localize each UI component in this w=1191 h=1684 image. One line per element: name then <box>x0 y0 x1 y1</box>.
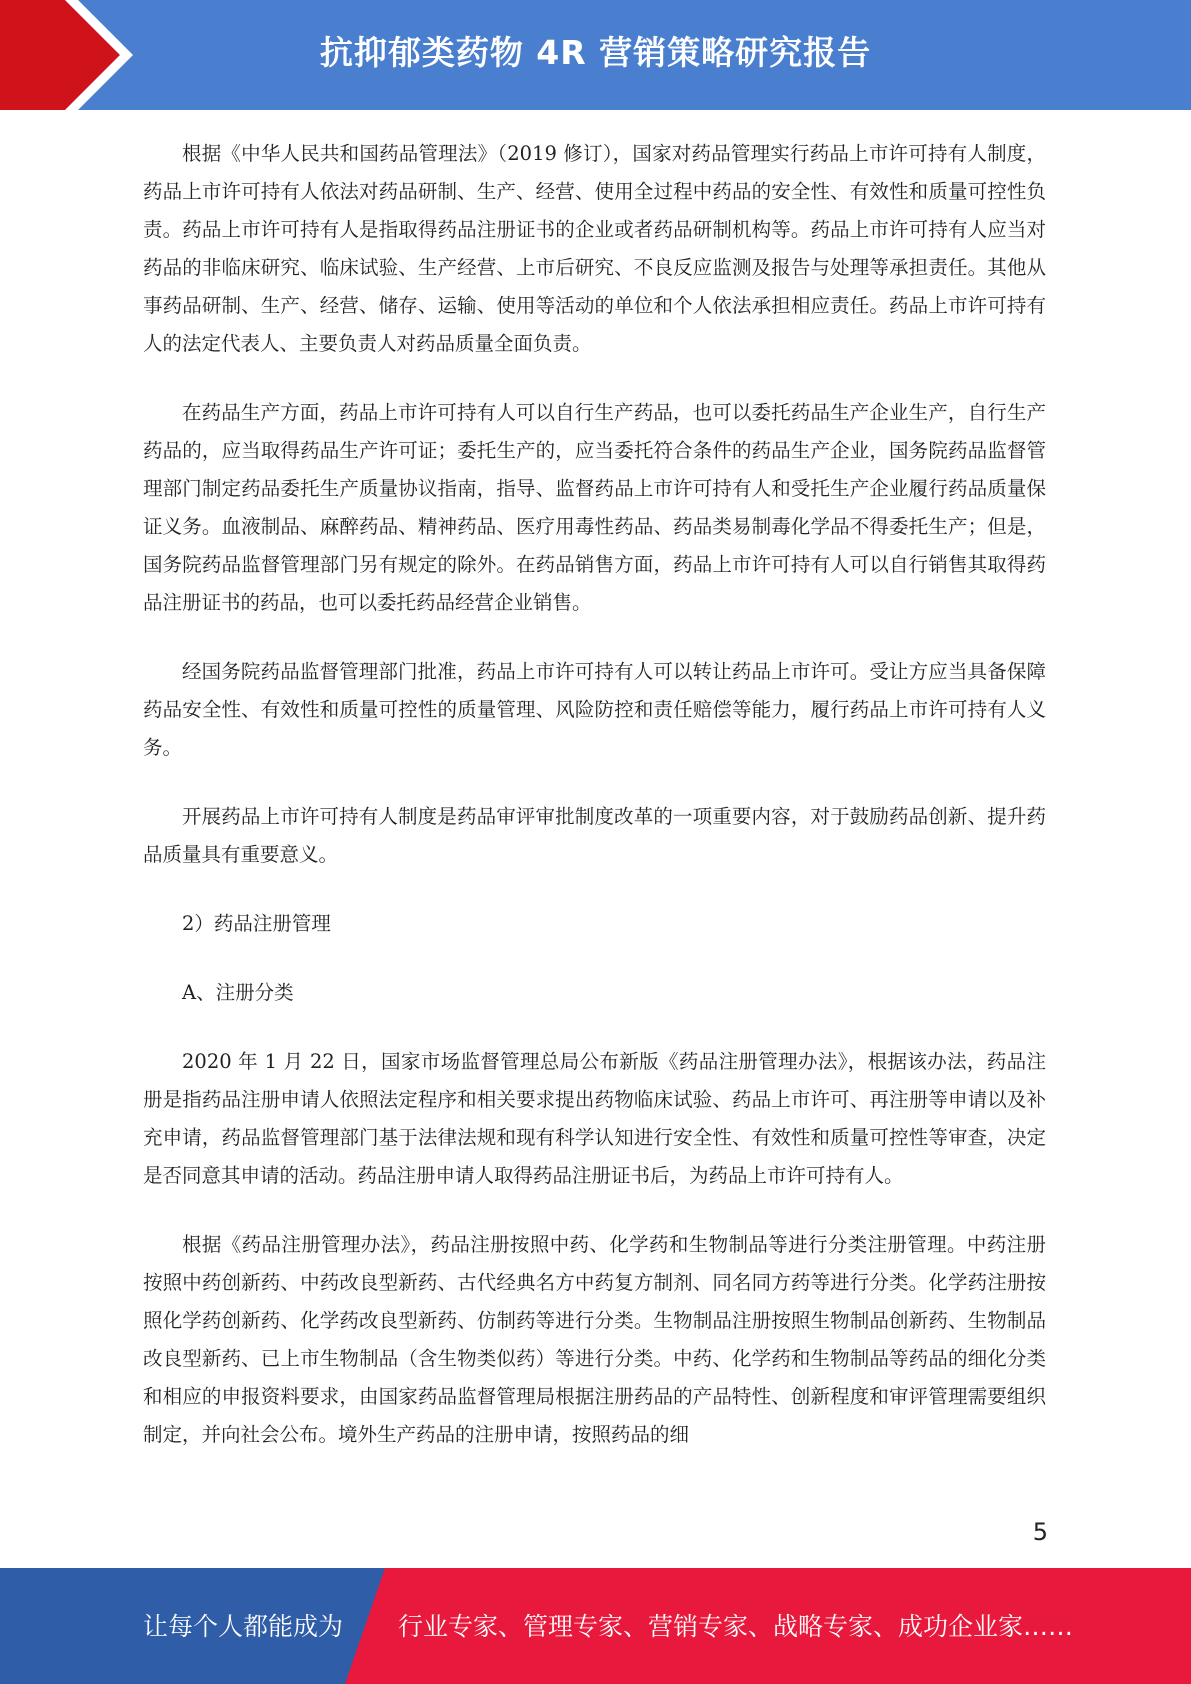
report-title: 抗抑郁类药物 4R 营销策略研究报告 <box>319 33 872 72</box>
paragraph-registration-classification: 根据《药品注册管理办法》，药品注册按照中药、化学药和生物制品等进行分类注册管理。中药注册按照中药创新药、中药改良型新药、古代经典名方中药复方制剂、同名同方药等进行分类。化学药注册按照化学药创新药、化学药改良型新药、仿制药等进行分类。生物制品注册按照生物制品创新药、生物制品改良型新药、已上市生物制品（含生物类似药）等进行分类。中药、化学药和生物制品等药品的细化分类和相应的申报资料要求，由国家药品监督管理局根据注册药品的产品特性、创新程度和审评管理需要组织制定，并向社会公布。境外生产药品的注册申请，按照药品的细 <box>143 1233 1046 1446</box>
paragraph-transfer: 经国务院药品监督管理部门批准，药品上市许可持有人可以转让药品上市许可。受让方应当具备保障药品安全性、有效性和质量可控性的质量管理、风险防控和责任赔偿等能力，履行药品上市许可持有人义务。 <box>143 660 1046 759</box>
page-number: 5 <box>1032 1518 1048 1546</box>
footer-slogan-left: 让每个人都能成为 <box>143 1612 344 1641</box>
page-header <box>0 0 1191 110</box>
page-footer <box>0 1568 1191 1684</box>
paragraph-registration-definition: 2020 年 1 月 22 日，国家市场监督管理总局公布新版《药品注册管理办法》，根据该办法，药品注册是指药品注册申请人依照法定程序和相关要求提出药物临床试验、药品上市许可、再注册等申请以及补充申请，药品监督管理部门基于法律法规和现有科学认知进行安全性、有效性和质量可控性等审查，决定是否同意其申请的活动。药品注册申请人取得药品注册证书后，为药品上市许可持有人。 <box>143 1050 1046 1187</box>
sub-heading: A、注册分类 <box>182 981 294 1004</box>
document-body <box>143 135 1046 1485</box>
paragraph-production: 在药品生产方面，药品上市许可持有人可以自行生产药品，也可以委托药品生产企业生产，自行生产药品的，应当取得药品生产许可证；委托生产的，应当委托符合条件的药品生产企业，国务院药品监督管理部门制定药品委托生产质量协议指南，指导、监督药品上市许可持有人和受托生产企业履行药品质量保证义务。血液制品、麻醉药品、精神药品、医疗用毒性药品、药品类易制毒化学品不得委托生产；但是，国务院药品监督管理部门另有规定的除外。在药品销售方面，药品上市许可持有人可以自行销售其取得药品注册证书的药品，也可以委托药品经营企业销售。 <box>143 401 1046 614</box>
paragraph-significance: 开展药品上市许可持有人制度是药品审评审批制度改革的一项重要内容，对于鼓励药品创新、提升药品质量具有重要意义。 <box>143 805 1046 866</box>
footer-slogan-right: 行业专家、管理专家、营销专家、战略专家、成功企业家…… <box>398 1612 1074 1641</box>
section-heading: 2）药品注册管理 <box>182 912 331 935</box>
paragraph-mah-system: 根据《中华人民共和国药品管理法》（2019 修订），国家对药品管理实行药品上市许可持有人制度，药品上市许可持有人依法对药品研制、生产、经营、使用全过程中药品的安全性、有效性和质量可控性负责。药品上市许可持有人是指取得药品注册证书的企业或者药品研制机构等。药品上市许可持有人应当对药品的非临床研究、临床试验、生产经营、上市后研究、不良反应监测及报告与处理等承担责任。其他从事药品研制、生产、经营、储存、运输、使用等活动的单位和个人依法承担相应责任。药品上市许可持有人的法定代表人、主要负责人对药品质量全面负责。 <box>143 142 1046 355</box>
